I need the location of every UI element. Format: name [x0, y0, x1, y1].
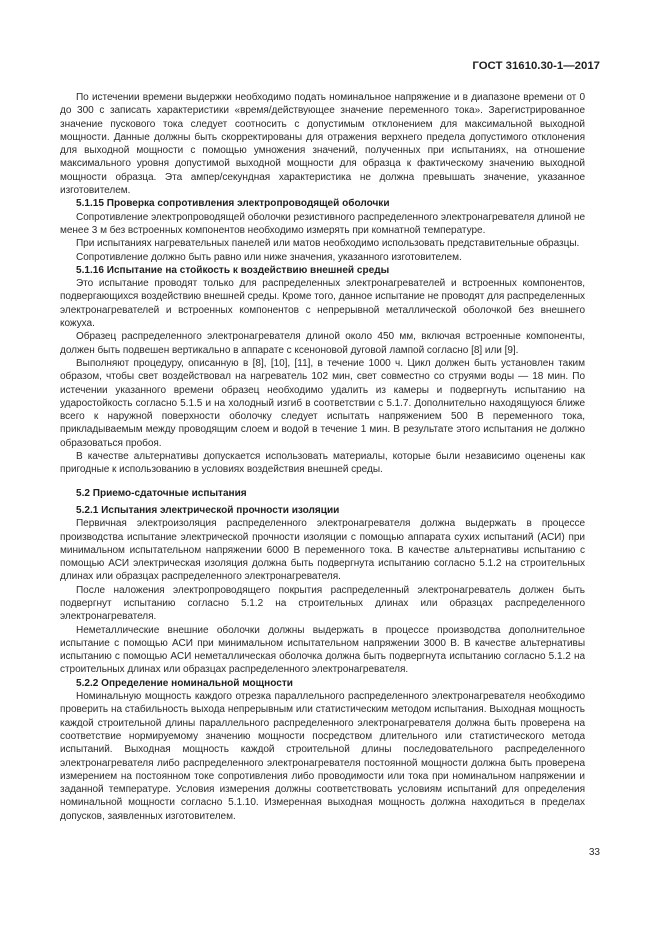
paragraph: После наложения электропроводящего покрытия распределенный электронагреватель должен быть подвергнут испытанию согласно 5.1.2 на строительных длинах или образцах распределенного электронагревателя. [60, 584, 585, 623]
paragraph: Номинальную мощность каждого отрезка параллельного распределенного электронагревателя необходимо проверить на стабильность выхода непрерывным или статистическим методом испытания. Выходная мощность каждой строительной длины параллельного распределенного электронагревателя должна быть проверена на соответствие нормируемому значению мощности посредством длительного или статистического метода испытаний. Выходная мощность каждой строительной длины последовательного распределенного электронагревателя либо распределенного электронагревателя постоянной мощности должна быть проверена измерением на постоянном токе сопротивления либо проводимости или тока при номинальном напряжении и заданной температуре. Условия измерения должны соответствовать условиям испытаний для определения номинальной мощности согласно 5.1.10. Измеренная выходная мощность должна находиться в пределах допусков, заявленных изготовителем. [60, 691, 585, 822]
paragraph: При испытаниях нагревательных панелей или матов необходимо использовать представительные образцы. [76, 238, 580, 250]
paragraph: По истечении времени выдержки необходимо подать номинальное напряжение и в диапазоне времени от 0 до 300 с записать характеристики «время/действующее значение переменного тока». Зарегистрированное значение пускового тока следует соотносить с допустимым отклонением для максимальной выходной мощности. Данные должны быть скорректированы для отражения верхнего предела допустимого отклонения для выходной мощности с помощью умножения значений, полученных при испытаниях, на отношение максимального уровня допустимой выходной мощности для образца к фактическому значению выходной мощности образца. Эта ампер/секундная характеристика не должна превышать значение, указанное изготовителем. [60, 92, 585, 197]
paragraph: Сопротивление должно быть равно или ниже значения, указанного изготовителем. [76, 251, 462, 263]
section-heading-5-1-16: 5.1.16 Испытание на стойкость к воздействию внешней среды [76, 264, 390, 276]
paragraph: Первичная электроизоляция распределенного электронагревателя должна выдержать в процессе производства испытание электрической прочности изоляции с помощью аппарата сухих испытаний (АСИ) при минимальном испытательном напряжении 6000 В переменного тока. В качестве альтернативы испытанию с помощью АСИ электрическая изоляция должна быть подвергнута испытанию согласно 5.1.2 на строительных длинах или образцах распределенного электронагревателя. [60, 518, 585, 583]
section-heading-5-1-15: 5.1.15 Проверка сопротивления электропроводящей оболочки [76, 198, 390, 210]
paragraph: В качестве альтернативы допускается использовать материалы, которые были независимо оценены как пригодные к использованию в условиях воздействия внешней среды. [60, 451, 585, 476]
section-heading-5-2-1: 5.2.1 Испытания электрической прочности изоляции [76, 504, 340, 516]
paragraph: Это испытание проводят только для распределенных электронагревателей и встроенных компонентов, подвергающихся воздействию внешней среды. Кроме того, данное испытание не проводят для распределенных электронагревателей и встроенных компонентов с непрерывной металлической оболочкой без внешнего кожуха. [60, 278, 585, 330]
section-heading-5-2: 5.2 Приемо-сдаточные испытания [76, 487, 247, 499]
section-heading-5-2-2: 5.2.2 Определение номинальной мощности [76, 677, 293, 689]
paragraph: Выполняют процедуру, описанную в [8], [10], [11], в течение 1000 ч. Цикл должен быть установлен таким образом, чтобы свет воздействовал на нагреватель 102 мин, свет совместно со струями воды — 18 мин. По истечении указанного времени образец необходимо удалить из камеры и подвергнуть испытанию на ударостойкость согласно 5.1.5 и на холодный изгиб в соответствии с 5.1.7. Дополнительно находящуюся ближе всего к наружной поверхности оболочку следует испытать напряжением 500 В переменного тока, прикладываемым между проводящим слоем и водой в течение 1 мин. В результате этого испытания не должно образоваться пробоя. [60, 357, 585, 449]
paragraph: Сопротивление электропроводящей оболочки резистивного распределенного электронагревателя длиной не менее 3 м без встроенных компонентов необходимо измерять при комнатной температуре. [60, 211, 585, 236]
page-number: 33 [588, 847, 600, 858]
document-header: ГОСТ 31610.30-1—2017 [472, 60, 600, 72]
paragraph: Неметаллические внешние оболочки должны выдержать в процессе производства дополнительное испытание с помощью АСИ при минимальном испытательном напряжении 3000 В. В качестве альтернативы испытанию с помощью АСИ неметаллическая оболочка должна быть подвергнута испытанию согласно 5.1.2 на строительных длинах или образцах распределенного электронагревателя. [60, 624, 585, 676]
paragraph: Образец распределенного электронагревателя длиной около 450 мм, включая встроенные компоненты, должен быть подвешен вертикально в аппарате с ксеноновой дуговой лампой согласно [8] или [9]. [60, 331, 585, 356]
document-body [60, 91, 585, 823]
